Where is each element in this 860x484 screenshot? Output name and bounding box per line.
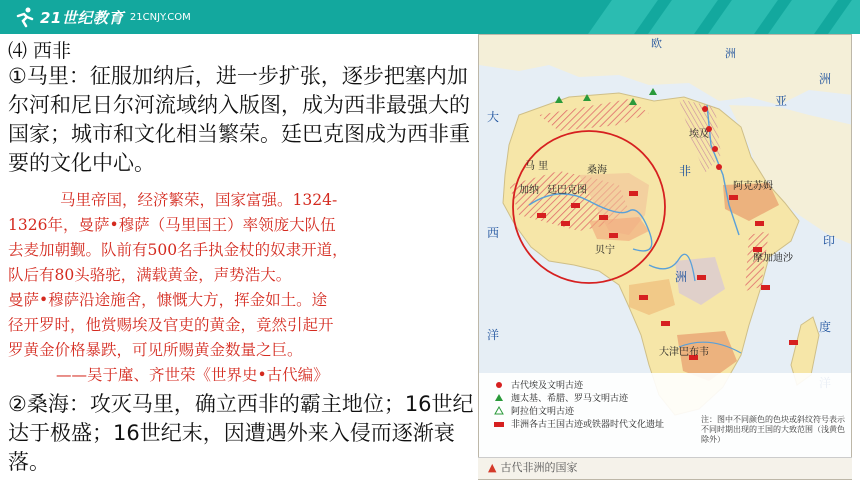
africa-map	[478, 34, 852, 480]
label-ocean-west-1: 大	[487, 110, 500, 124]
quote-line: 去麦加朝觐。队前有500名手执金杖的奴隶开道，	[8, 241, 348, 259]
label-egypt: 埃及	[689, 129, 709, 140]
header-decoration	[648, 0, 718, 34]
label-ocean-east-2: 度	[819, 320, 832, 334]
map-caption	[478, 457, 852, 479]
quote-line: 1326年，曼萨•穆萨（马里国王）率领庞大队伍	[8, 216, 336, 234]
label-aksum: 阿克苏姆	[733, 181, 773, 192]
quote-line: 队后有80头骆驼，满载黄金，声势浩大。	[8, 266, 292, 284]
label-ocean-west-3: 洋	[487, 328, 500, 342]
section-heading: ⑷ 西非	[8, 40, 72, 62]
quote-line: 罗黄金价格暴跌，可见所赐黄金数量之巨。	[8, 341, 303, 359]
header-bar	[0, 0, 860, 34]
legend-note: 注：图中不同颜色的色块或斜纹符号表示不同时期出现的王国的大致范围（浅黄色除外）	[701, 415, 845, 444]
europe-land	[479, 35, 852, 105]
label-zimbabwe: 大津巴布韦	[659, 347, 709, 358]
header-decoration	[708, 0, 778, 34]
quote-block	[8, 188, 478, 388]
logo	[14, 4, 191, 30]
quote-line: 马里帝国，经济繁荣，国家富强。1324-	[60, 191, 338, 209]
header-decoration	[588, 0, 658, 34]
label-mali: 马 里	[525, 161, 549, 172]
map-graphic	[479, 35, 852, 480]
label-asia1: 亚	[775, 94, 788, 108]
label-mogadishu: 摩加迪沙	[753, 253, 793, 264]
label-africa1: 非	[679, 164, 692, 178]
quote-source: ——吴于廑、齐世荣《世界史•古代编》	[56, 366, 329, 384]
logo-text: 21世纪教育	[40, 8, 124, 27]
label-asia2: 洲	[819, 72, 832, 86]
header-decoration	[768, 0, 838, 34]
label-europe1: 欧	[651, 37, 662, 50]
runner-icon	[14, 6, 36, 28]
legend-rect-icon	[494, 422, 504, 427]
label-ocean-west-2: 西	[487, 226, 500, 240]
legend-item-4: 非洲各古王国古迹或铁器时代文化遗址	[511, 420, 665, 430]
caption-triangle-icon: ▲	[488, 461, 497, 474]
map-caption-text: 古代非洲的国家	[500, 461, 578, 474]
legend-circle-icon	[496, 382, 502, 388]
legend-item-1: 古代埃及文明古迹	[511, 381, 584, 391]
quote-line: 曼萨•穆萨沿途施舍，慷慨大方，挥金如土。途	[8, 291, 328, 309]
mali-paragraph: ①马里：征服加纳后，进一步扩张，逐步把塞内加尔河和尼日尔河流域纳入版图，成为西非最强大的国家；城市和文化相当繁荣。廷巴克图成为西非重要的文化中心。	[8, 64, 470, 175]
label-benin: 贝宁	[595, 245, 615, 256]
songhai-paragraph: ②桑海：攻灭马里，确立西非的霸主地位；16世纪达于极盛；16世纪末，因遭遇外来入侵而逐渐衰落。	[8, 392, 474, 474]
label-ocean-east-1: 印	[823, 234, 836, 248]
map-legend	[479, 373, 852, 459]
legend-item-2: 迦太基、希腊、罗马文明古迹	[511, 394, 629, 404]
label-ghana: 加纳	[519, 185, 539, 196]
label-africa2: 洲	[675, 270, 688, 284]
label-timbuktu: 廷巴克图	[547, 185, 587, 196]
legend-item-3: 阿拉伯文明古迹	[511, 407, 575, 417]
quote-line: 径开罗时，他赏赐埃及官吏的黄金，竟然引起开	[8, 316, 334, 334]
logo-subtext: 21CNJY.COM	[129, 11, 191, 23]
label-songhai: 桑海	[587, 165, 607, 176]
label-europe2: 洲	[725, 47, 736, 60]
